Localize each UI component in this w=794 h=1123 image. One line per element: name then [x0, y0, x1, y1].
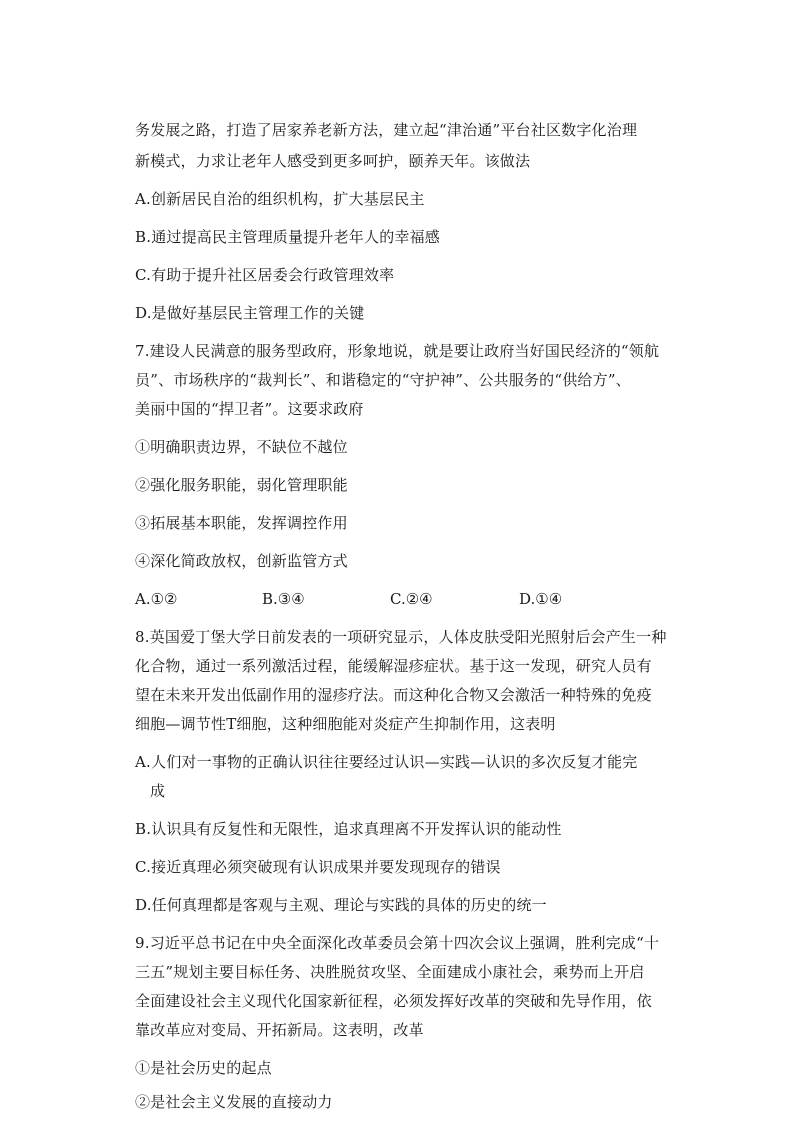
q6-stem-line-1: 务发展之路，打造了居家养老新方法，建立起“津治通”平台社区数字化治理 — [135, 121, 638, 139]
q9-stem-line-1: 9.习近平总书记在中央全面深化改革委员会第十四次会议上强调，胜利完成“十 — [135, 934, 660, 952]
q8-option-c[interactable]: C.接近真理必须突破现有认识成果并要发现现存的错误 — [135, 858, 501, 876]
q6-option-c[interactable]: C.有助于提升社区居委会行政管理效率 — [135, 266, 395, 284]
q7-choice-a[interactable]: A.①② — [135, 590, 178, 608]
q7-stem-line-2: 员”、市场秩序的“裁判长”、和谐稳定的“守护神”、公共服务的“供给方”、 — [135, 371, 631, 389]
q6-option-d[interactable]: D.是做好基层民主管理工作的关键 — [135, 304, 365, 322]
q9-stem-line-2: 三五”规划主要目标任务、决胜脱贫攻坚、全面建成小康社会，乘势而上开启 — [135, 963, 645, 981]
q7-stem-line-3: 美丽中国的“捍卫者”。这要求政府 — [135, 400, 364, 418]
q9-stem-line-3: 全面建设社会主义现代化国家新征程，必须发挥好改革的突破和先导作用，依 — [135, 992, 652, 1010]
q8-stem-line-3: 望在未来开发出低副作用的湿疹疗法。而这种化合物又会激活一种特殊的免疫 — [135, 686, 652, 704]
q8-stem-line-1: 8.英国爱丁堡大学日前发表的一项研究显示，人体皮肤受阳光照射后会产生一种 — [135, 628, 667, 646]
q7-item-2: ②强化服务职能，弱化管理职能 — [135, 476, 348, 494]
q8-option-a[interactable]: A.人们对一事物的正确认识往往要经过认识—实践—认识的多次反复才能完 — [135, 753, 638, 771]
q8-stem-line-4: 细胞—调节性T细胞，这种细胞能对炎症产生抑制作用，这表明 — [135, 715, 556, 733]
q8-option-a-cont: 成 — [150, 782, 166, 800]
q6-option-a[interactable]: A.创新居民自治的组织机构，扩大基层民主 — [135, 190, 425, 208]
q9-item-2: ②是社会主义发展的直接动力 — [135, 1093, 333, 1111]
q7-item-3: ③拓展基本职能，发挥调控作用 — [135, 514, 348, 532]
q7-choice-d[interactable]: D.①④ — [519, 590, 563, 608]
q6-stem-line-2: 新模式，力求让老年人感受到更多呵护，颐养天年。该做法 — [135, 152, 531, 170]
q7-stem-line-1: 7.建设人民满意的服务型政府，形象地说，就是要让政府当好国民经济的“领航 — [135, 342, 660, 360]
q9-stem-line-4: 靠改革应对变局、开拓新局。这表明，改革 — [135, 1021, 424, 1039]
q8-stem-line-2: 化合物，通过一系列激活过程，能缓解湿疹症状。基于这一发现，研究人员有 — [135, 657, 652, 675]
q8-option-b[interactable]: B.认识具有反复性和无限性，追求真理离不开发挥认识的能动性 — [135, 820, 562, 838]
q6-option-b[interactable]: B.通过提高民主管理质量提升老年人的幸福感 — [135, 228, 440, 246]
q8-option-d[interactable]: D.任何真理都是客观与主观、理论与实践的具体的历史的统一 — [135, 896, 547, 914]
q7-choice-c[interactable]: C.②④ — [390, 590, 433, 608]
q7-item-1: ①明确职责边界，不缺位不越位 — [135, 438, 348, 456]
q7-choice-b[interactable]: B.③④ — [262, 590, 305, 608]
q7-item-4: ④深化简政放权，创新监管方式 — [135, 552, 348, 570]
q9-item-1: ①是社会历史的起点 — [135, 1059, 272, 1077]
